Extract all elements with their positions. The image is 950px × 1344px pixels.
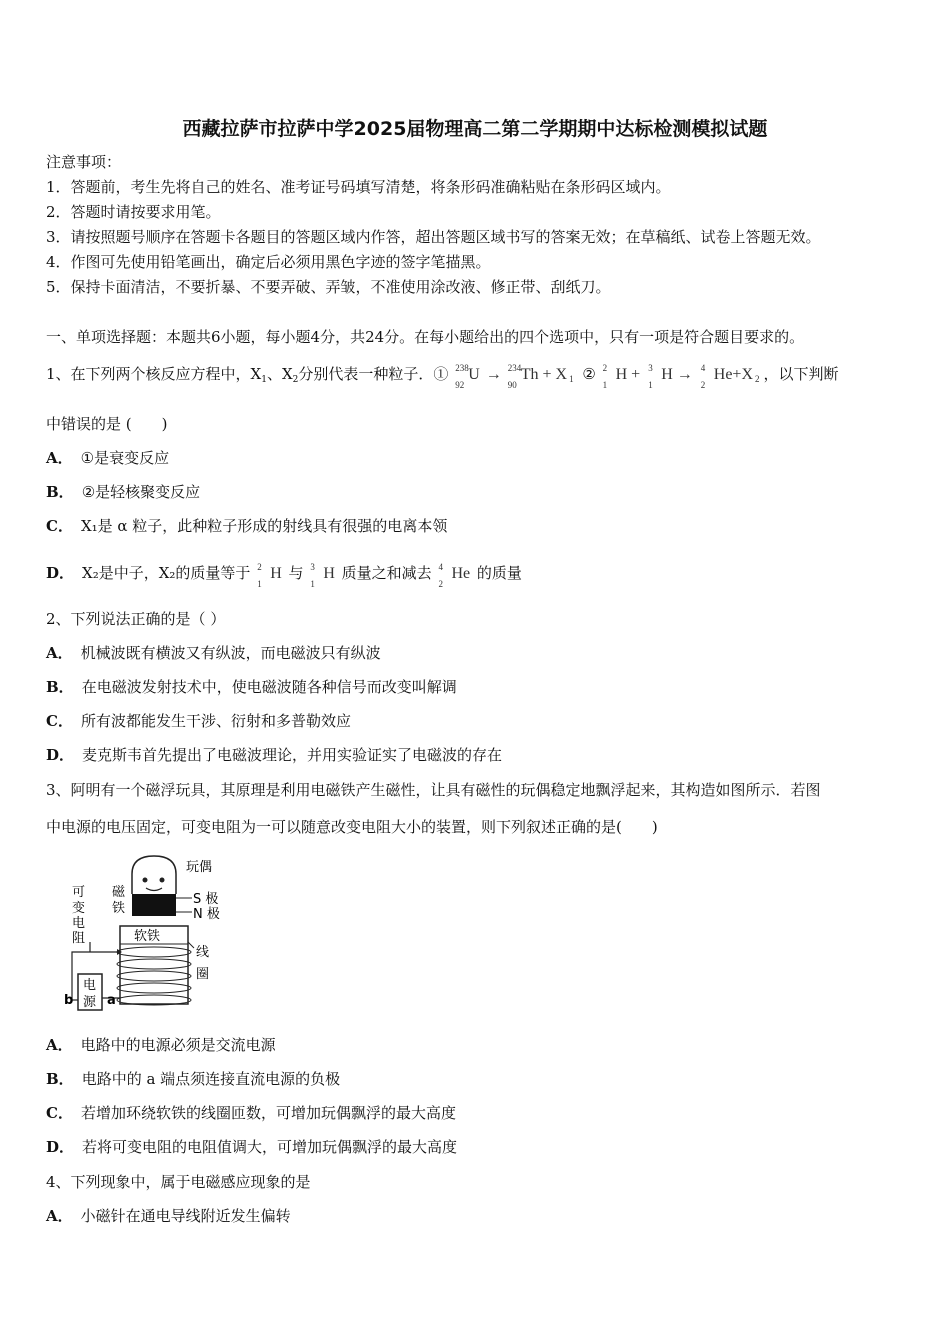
label-var-4: 阻	[72, 931, 86, 946]
notice-item-1: 1．答题前，考生先将自己的姓名、准考证号码填写清楚，将条形码准确粘贴在条形码区域内。	[46, 178, 671, 196]
label-source-2: 源	[83, 995, 97, 1010]
q3-stem-cont: 中电源的电压固定，可变电阻为一可以随意改变电阻大小的装置，则下列叙述正确的是( )	[46, 818, 658, 836]
q1-equation-1: 238 92 U → 234 90 Th + X $_1$	[455, 363, 574, 390]
q1-option-d: D． X₂是中子，X₂的质量等于 2 1 H 与 3 1 H 质量之和减去 4 2 He 的质量	[46, 562, 522, 589]
label-coil-2: 圈	[196, 967, 210, 982]
q3-option-d: D． 若将可变电阻的电阻值调大，可增加玩偶飘浮的最大高度	[46, 1138, 458, 1156]
page-title: 西藏拉萨市拉萨中学2025届物理高二第二学期期中达标检测模拟试题	[182, 118, 768, 140]
notice-item-3: 3．请按照题号顺序在答题卡各题目的答题区域内作答，超出答题区域书写的答案无效；在草稿纸、试卷上答题无效。	[46, 228, 821, 246]
q1-stem: 1、在下列两个核反应方程中，$X_1$、$X_2$分别代表一种粒子．① 238 92 U → 234 90 Th + X $_1$ ② 2 1 H + 3 1 H → 4 2 He+X $_2$ ，以下判断	[46, 363, 839, 390]
label-magnet-2: 铁	[112, 901, 126, 916]
label-b: b	[64, 993, 74, 1008]
q4-option-a: A． 小磁针在通电导线附近发生偏转	[46, 1207, 291, 1225]
label-a: a	[107, 993, 116, 1008]
label-soft-iron: 软铁	[134, 929, 161, 944]
q1-option-a: A． ①是衰变反应	[46, 449, 170, 467]
label-coil-1: 线	[196, 945, 210, 960]
q1-stem-cont: 中错误的是 ( )	[46, 415, 168, 433]
label-s-pole: S 极	[193, 892, 219, 907]
notice-item-5: 5．保持卡面清洁，不要折暴、不要弄破、弄皱，不准使用涂改液、修正带、刮纸刀。	[46, 278, 611, 296]
notice-item-2: 2．答题时请按要求用笔。	[46, 203, 221, 221]
label-source-1: 电	[83, 978, 97, 993]
q3-option-c: C． 若增加环绕软铁的线圈匝数，可增加玩偶飘浮的最大高度	[46, 1104, 456, 1122]
q1-equation-2: 2 1 H + 3 1 H → 4 2 He+X $_2$	[602, 363, 760, 390]
q3-option-b: B． 电路中的 a 端点须连接直流电源的负极	[46, 1070, 341, 1088]
q2-option-a: A． 机械波既有横波又有纵波，而电磁波只有纵波	[46, 644, 381, 662]
notice-item-4: 4．作图可先使用铅笔画出，确定后必须用黑色字迹的签字笔描黑。	[46, 253, 491, 271]
section-heading: 一、单项选择题：本题共6小题，每小题4分，共24分。在每小题给出的四个选项中，只有一项是符合题目要求的。	[46, 328, 805, 346]
label-var-1: 可	[72, 885, 86, 900]
q3-option-a: A． 电路中的电源必须是交流电源	[46, 1036, 276, 1054]
label-var-3: 电	[72, 916, 86, 931]
q2-stem: 2、下列说法正确的是（ ）	[46, 610, 226, 628]
maglev-toy-figure	[62, 852, 252, 1012]
label-n-pole: N 极	[193, 907, 220, 922]
label-magnet-1: 磁	[112, 885, 126, 900]
q1-option-c: C． X₁是 α 粒子，此种粒子形成的射线具有很强的电离本领	[46, 517, 448, 535]
q2-option-b: B． 在电磁波发射技术中，使电磁波随各种信号而改变叫解调	[46, 678, 457, 696]
q1-option-b: B． ②是轻核聚变反应	[46, 483, 201, 501]
label-var-2: 变	[72, 901, 86, 916]
q2-option-c: C． 所有波都能发生干涉、衍射和多普勒效应	[46, 712, 351, 730]
label-doll: 玩偶	[186, 860, 213, 875]
q2-option-d: D． 麦克斯韦首先提出了电磁波理论，并用实验证实了电磁波的存在	[46, 746, 503, 764]
q4-stem: 4、下列现象中，属于电磁感应现象的是	[46, 1173, 311, 1191]
q3-stem: 3、阿明有一个磁浮玩具，其原理是利用电磁铁产生磁性，让具有磁性的玩偶稳定地飘浮起来，其构造如图所示．若图	[46, 781, 821, 799]
notice-heading: 注意事项：	[46, 153, 122, 171]
